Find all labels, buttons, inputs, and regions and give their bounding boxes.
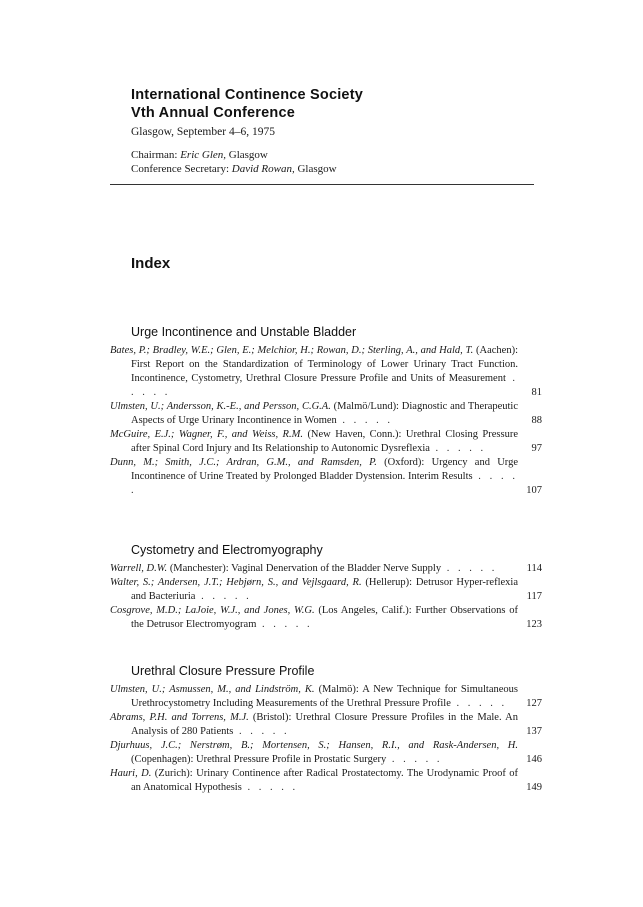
index-entry[interactable]: [110, 711, 542, 739]
conference-title-line1: International Continence Society: [131, 87, 363, 103]
entry-page-number: 123: [526, 619, 542, 630]
secretary-line: [131, 162, 363, 176]
index-entry[interactable]: [110, 456, 542, 498]
leader-dots: . . . . .: [256, 619, 313, 630]
entry-title: (Bristol): Urethral Closure Pressure Profiles in the Male. An Analysis of 280 Patients: [131, 712, 518, 737]
entry-authors: Dunn, M.; Smith, J.C.; Ardran, G.M., and Ramsden, P.: [110, 457, 377, 468]
entry-authors: Ulmsten, U.; Asmussen, M., and Lindström, K.: [110, 684, 315, 695]
entry-authors: Warrell, D.W.: [110, 563, 168, 574]
leader-dots: . . . . .: [241, 782, 299, 793]
section-title: Cystometry and Electromyography: [131, 543, 323, 557]
chairman-label: Chairman:: [131, 149, 178, 161]
index-entry[interactable]: [110, 428, 542, 456]
entry-title: (Manchester): Vaginal Denervation of the Bladder Nerve Supply: [169, 563, 442, 574]
entry-page-number: 137: [526, 726, 542, 737]
secretary-name: David Rowan,: [231, 163, 295, 175]
entry-authors: Hauri, D.: [110, 768, 152, 779]
leader-dots: . . . . .: [386, 754, 443, 765]
leader-dots: . . . . .: [450, 698, 508, 709]
entry-page-number: 149: [526, 782, 542, 793]
chairman-line: [131, 148, 363, 162]
leader-dots: . . . . .: [233, 726, 290, 737]
chairman-name: Eric Glen,: [180, 149, 227, 161]
entry-page-number: 81: [531, 387, 542, 398]
conference-header: [131, 86, 363, 176]
entry-authors: Djurhuus, J.C.; Nerstrøm, B.; Mortensen, S.; Hansen, R.I., and Rask-Andersen, H.: [110, 740, 518, 751]
entry-title: (Oxford): Urgency and Urge Incontinence of Urine Treated by Prolonged Bladder Dystension. Interim Results: [131, 457, 518, 482]
leader-dots: . . . . .: [441, 563, 498, 574]
entry-authors: Walter, S.; Andersen, J.T.; Hebjørn, S., and Vejlsgaard, R.: [110, 577, 362, 588]
entry-page-number: 88: [531, 415, 542, 426]
index-section: [110, 664, 542, 795]
entry-page-number: 146: [526, 754, 542, 765]
section-title: Urge Incontinence and Unstable Bladder: [131, 325, 357, 339]
entry-page-number: 117: [526, 591, 542, 602]
entry-page-number: 97: [531, 443, 542, 454]
entry-page-number: 107: [526, 485, 542, 496]
entry-authors: Bates, P.; Bradley, W.E.; Glen, E.; Melchior, H.; Rowan, D.; Sterling, A., and Hald, T.: [110, 345, 474, 356]
entry-authors: Abrams, P.H. and Torrens, M.J.: [110, 712, 249, 723]
leader-dots: . . . . .: [195, 591, 252, 602]
header-divider: [110, 184, 534, 185]
index-entry[interactable]: [110, 604, 542, 632]
entry-title: (Hellerup): Detrusor Hyper-reflexia and Bacteriuria: [131, 577, 518, 602]
index-entry[interactable]: [110, 767, 542, 795]
section-title: Urethral Closure Pressure Profile: [131, 664, 315, 678]
index-section: [110, 325, 542, 498]
entry-page-number: 114: [526, 563, 542, 574]
entry-authors: McGuire, E.J.; Wagner, F., and Weiss, R.M.: [110, 429, 303, 440]
index-entry[interactable]: [110, 400, 542, 428]
entry-title: (Aachen): First Report on the Standardization of Terminology of Lower Urinary Tract Function. Incontinence, Cystometry, Urethral Closure Pressure Profile and Units of Measurement: [131, 345, 519, 384]
leader-dots: . . . . .: [429, 443, 487, 454]
entry-title: (Malmö): A New Technique for Simultaneous Urethrocystometry Including Measurements of the Urethral Pressure Profile: [131, 684, 518, 709]
entry-title: (Copenhagen): Urethral Pressure Profile in Prostatic Surgery: [131, 754, 387, 765]
index-entry[interactable]: [110, 344, 542, 400]
leader-dots: . . . . .: [131, 471, 519, 496]
conference-staff: [131, 148, 363, 176]
index-entry[interactable]: [110, 576, 542, 604]
entry-page-number: 127: [526, 698, 542, 709]
index-entry[interactable]: [110, 683, 542, 711]
index-entry[interactable]: [110, 562, 542, 576]
index-section: [110, 543, 542, 632]
conference-date: Glasgow, September 4–6, 1975: [131, 126, 275, 138]
index-entry[interactable]: [110, 739, 542, 767]
entry-authors: Cosgrove, M.D.; LaJoie, W.J., and Jones, W.G.: [110, 605, 315, 616]
entry-title: (New Haven, Conn.): Urethral Closing Pressure after Spinal Cord Injury and Its Relationship to Autonomic Dysreflexia: [131, 429, 519, 454]
secretary-label: Conference Secretary:: [131, 163, 230, 175]
leader-dots: . . . . .: [336, 415, 394, 426]
leader-dots: . . . . .: [131, 373, 518, 398]
secretary-city: Glasgow: [297, 163, 337, 175]
entry-title: (Zurich): Urinary Continence after Radical Prostatectomy. The Urodynamic Proof of an Anatomical Hypothesis: [131, 768, 519, 793]
entry-title: (Malmö/Lund): Diagnostic and Therapeutic Aspects of Urge Urinary Incontinence in Women: [131, 401, 519, 426]
chairman-city: Glasgow: [228, 149, 268, 161]
index-heading: Index: [131, 255, 171, 272]
entry-authors: Ulmsten, U.; Andersson, K.-E., and Persson, C.G.A.: [110, 401, 331, 412]
conference-title-line2: Vth Annual Conference: [131, 105, 295, 121]
entry-title: (Los Angeles, Calif.): Further Observations of the Detrusor Electromyogram: [131, 605, 519, 630]
